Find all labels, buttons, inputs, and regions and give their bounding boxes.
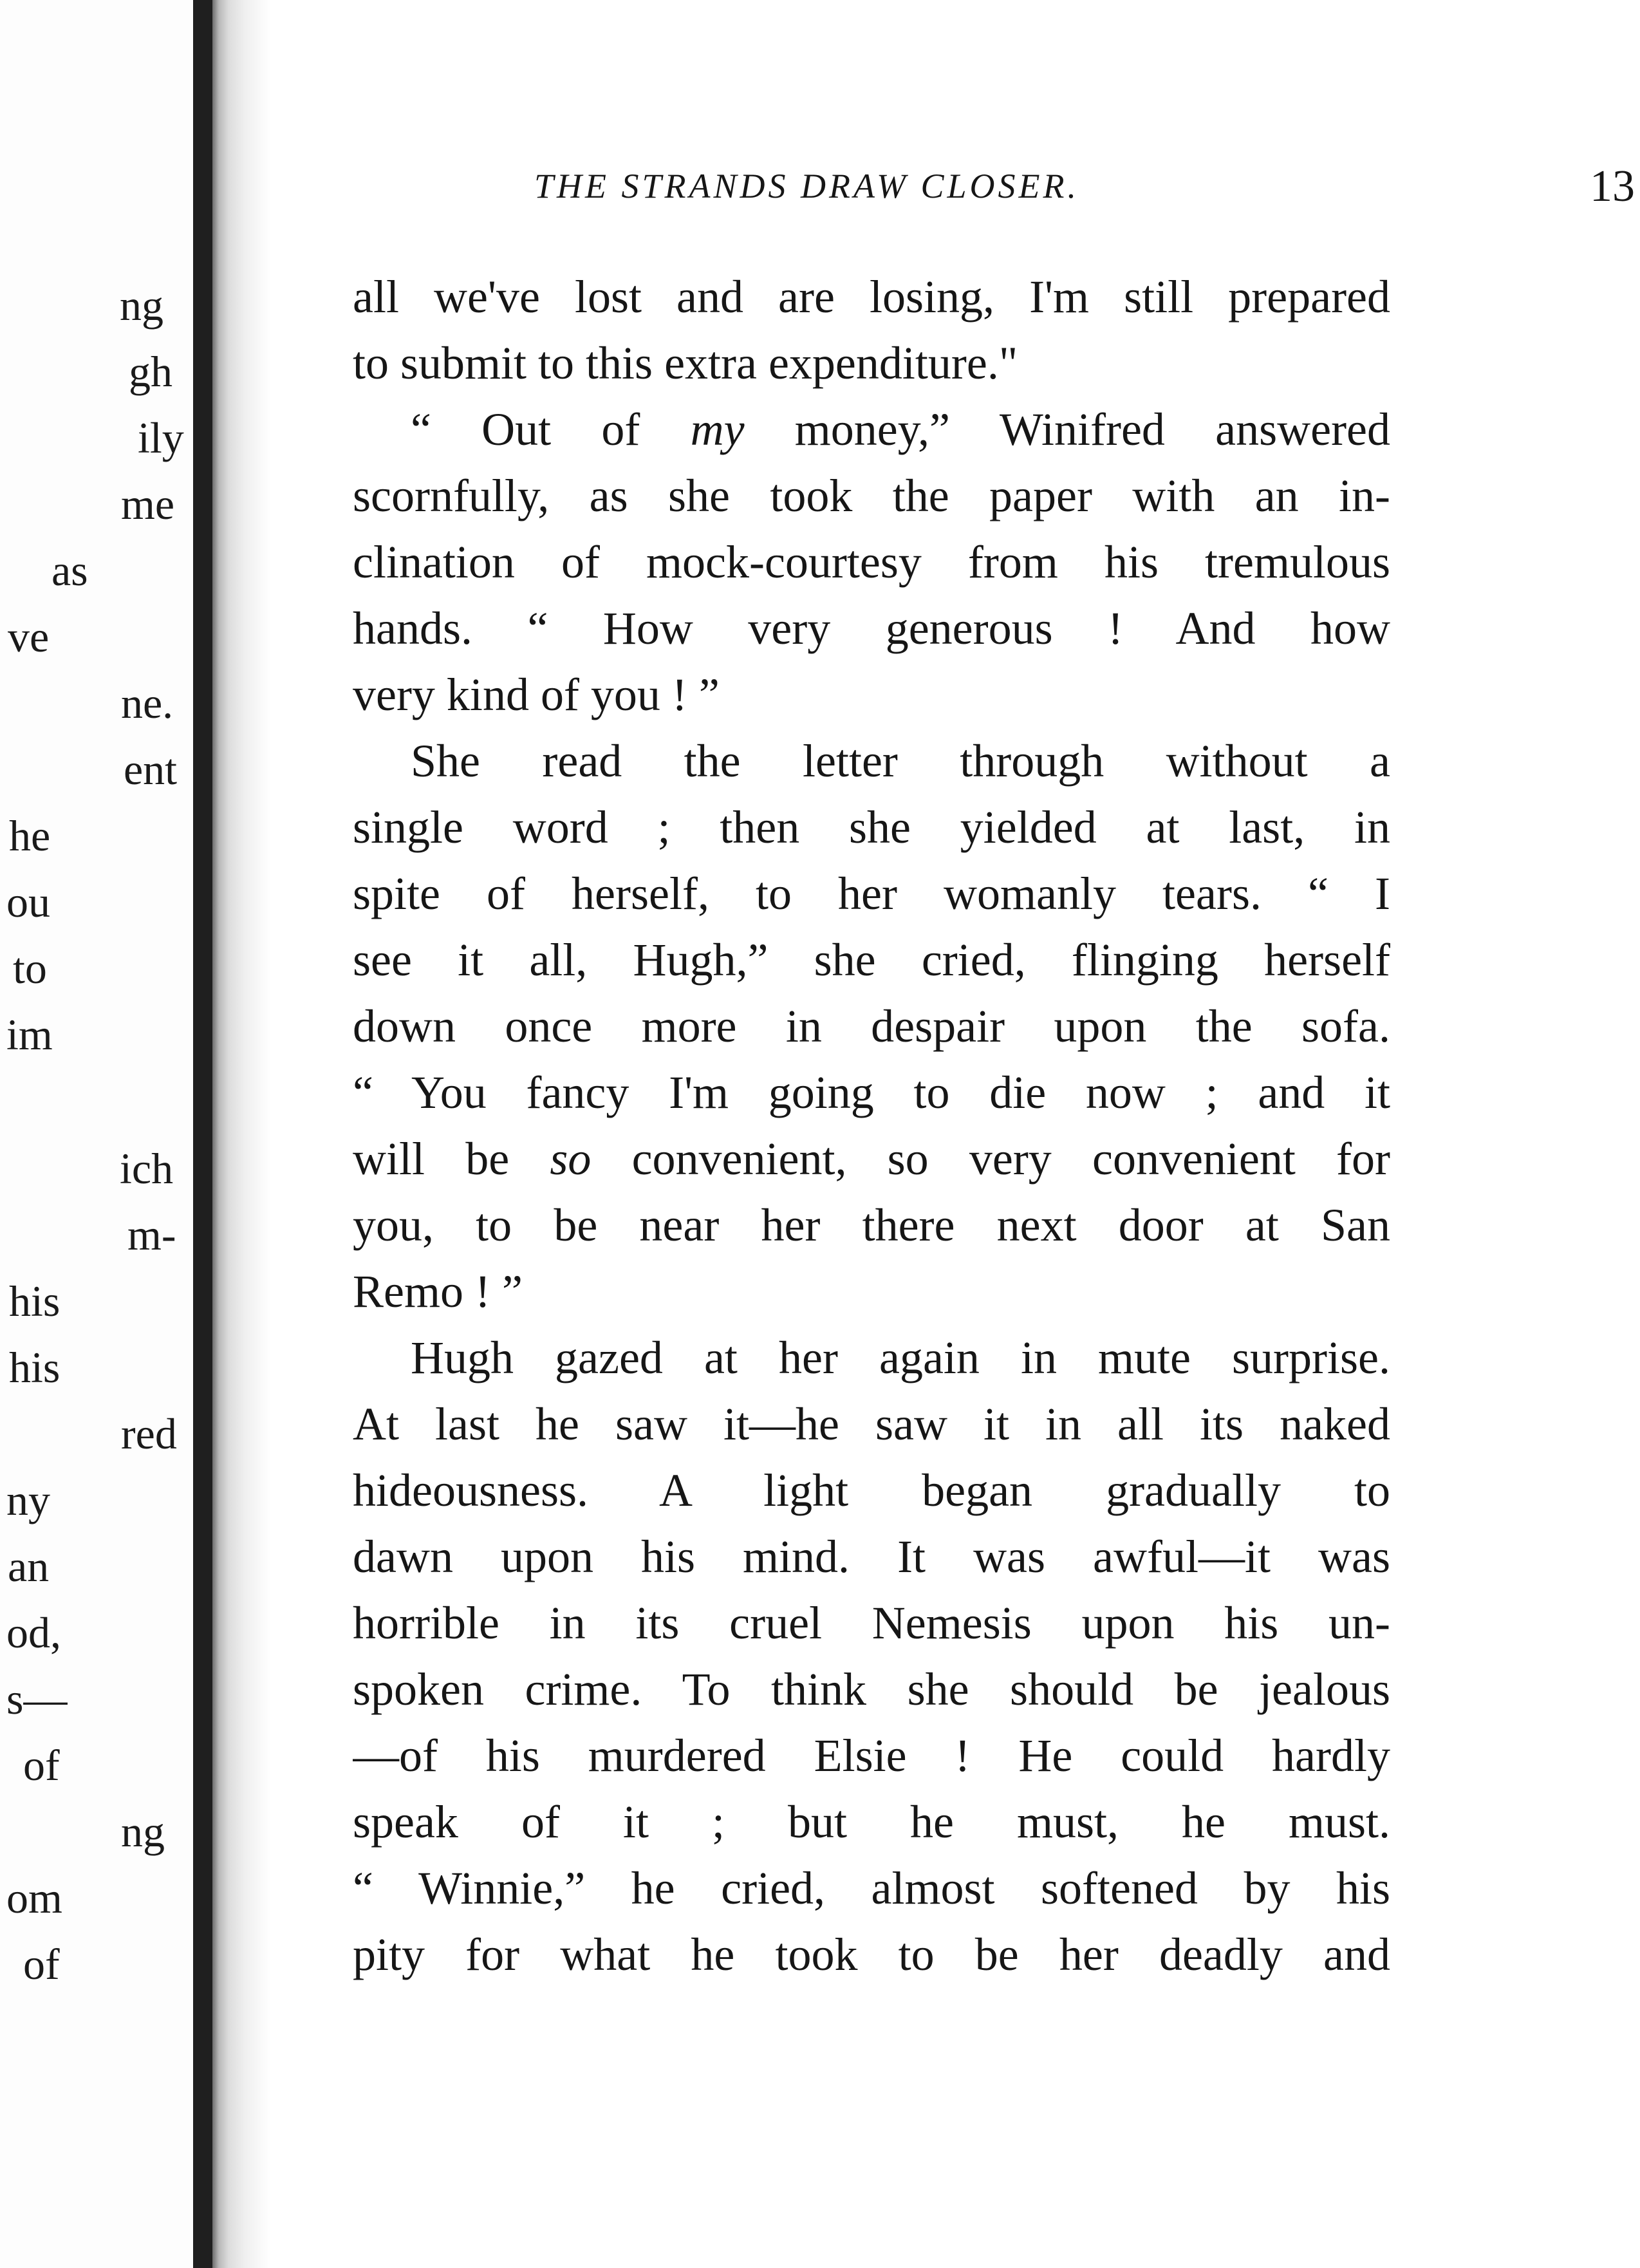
left-fragment: as xyxy=(51,546,88,595)
text-line: single word ; then she yielded at last, in xyxy=(353,801,1390,853)
text-line: pity for what he took to be her deadly and xyxy=(353,1929,1390,1980)
text-line: down once more in despair upon the sofa. xyxy=(353,1000,1390,1052)
page-number: 13 xyxy=(1590,162,1635,211)
left-fragment: to xyxy=(13,944,47,993)
left-fragment: od, xyxy=(6,1608,61,1657)
left-facing-page xyxy=(0,0,193,2268)
text-line: Remo ! ” xyxy=(353,1266,523,1317)
left-fragment: ne. xyxy=(121,679,174,727)
text-line: spoken crime. To think she should be jealous xyxy=(353,1664,1390,1715)
text-line: to submit to this extra expenditure." xyxy=(353,337,1018,389)
running-head xyxy=(534,162,1635,218)
left-fragment: his xyxy=(9,1277,61,1326)
text-line: She read the letter through without a xyxy=(411,735,1390,787)
text-line: “ You fancy I'm going to die now ; and it xyxy=(353,1067,1390,1118)
text-line: Hugh gazed at her again in mute surprise. xyxy=(411,1332,1390,1383)
text-line: all we've lost and are losing, I'm still prepared xyxy=(353,271,1390,323)
book-gutter-edge xyxy=(193,0,212,2268)
text-line: “ Winnie,” he cried, almost softened by his xyxy=(353,1862,1390,1914)
text-line: very kind of you ! ” xyxy=(353,669,720,720)
text-line: will be so convenient, so very convenient for xyxy=(353,1133,1390,1185)
left-fragment: his xyxy=(9,1343,61,1392)
left-fragment: gh xyxy=(129,347,172,396)
left-fragment: s— xyxy=(6,1674,68,1723)
text-line: hands. “ How very generous ! And how xyxy=(353,603,1390,654)
left-fragment: ent xyxy=(124,745,178,794)
italic-word: my xyxy=(690,404,745,455)
text-line: speak of it ; but he must, he must. xyxy=(353,1796,1390,1848)
text-line: At last he saw it—he saw it in all its naked xyxy=(353,1398,1390,1450)
italic-word: so xyxy=(550,1133,592,1185)
text-line: dawn upon his mind. It was awful—it was xyxy=(353,1531,1390,1582)
text-line: hideousness. A light began gradually to xyxy=(353,1465,1390,1516)
left-fragment: ng xyxy=(121,1807,165,1856)
left-fragment: an xyxy=(8,1542,50,1591)
left-fragment: im xyxy=(6,1010,53,1059)
left-fragment: of xyxy=(23,1741,60,1790)
left-fragment: om xyxy=(6,1873,62,1922)
left-fragment: ng xyxy=(120,281,163,330)
left-fragment: ich xyxy=(120,1144,174,1193)
text-line: you, to be near her there next door at San xyxy=(353,1199,1390,1251)
text-line: spite of herself, to her womanly tears. “ I xyxy=(353,868,1390,919)
text-line: “ Out of my money,” Winifred answered xyxy=(411,404,1390,455)
text-line: scornfully, as she took the paper with an in- xyxy=(353,470,1390,521)
left-fragment: ny xyxy=(6,1476,50,1524)
left-fragment: red xyxy=(121,1409,177,1458)
left-fragment: he xyxy=(9,811,51,860)
left-fragment: ou xyxy=(6,877,50,926)
text-line: see it all, Hugh,” she cried, flinging herself xyxy=(353,934,1390,986)
left-fragment: ily xyxy=(138,413,184,462)
left-fragment: me xyxy=(121,480,175,529)
body-text xyxy=(353,264,1390,1988)
text-line: clination of mock-courtesy from his tremulous xyxy=(353,536,1390,588)
left-fragment: of xyxy=(23,1940,60,1989)
right-page xyxy=(270,0,1640,2268)
running-title: THE STRANDS DRAW CLOSER. xyxy=(534,167,1079,205)
text-line: horrible in its cruel Nemesis upon his un- xyxy=(353,1597,1390,1649)
left-fragment: m- xyxy=(127,1210,176,1259)
text-line: —of his murdered Elsie ! He could hardly xyxy=(353,1730,1390,1781)
left-fragment: ve xyxy=(8,612,50,661)
